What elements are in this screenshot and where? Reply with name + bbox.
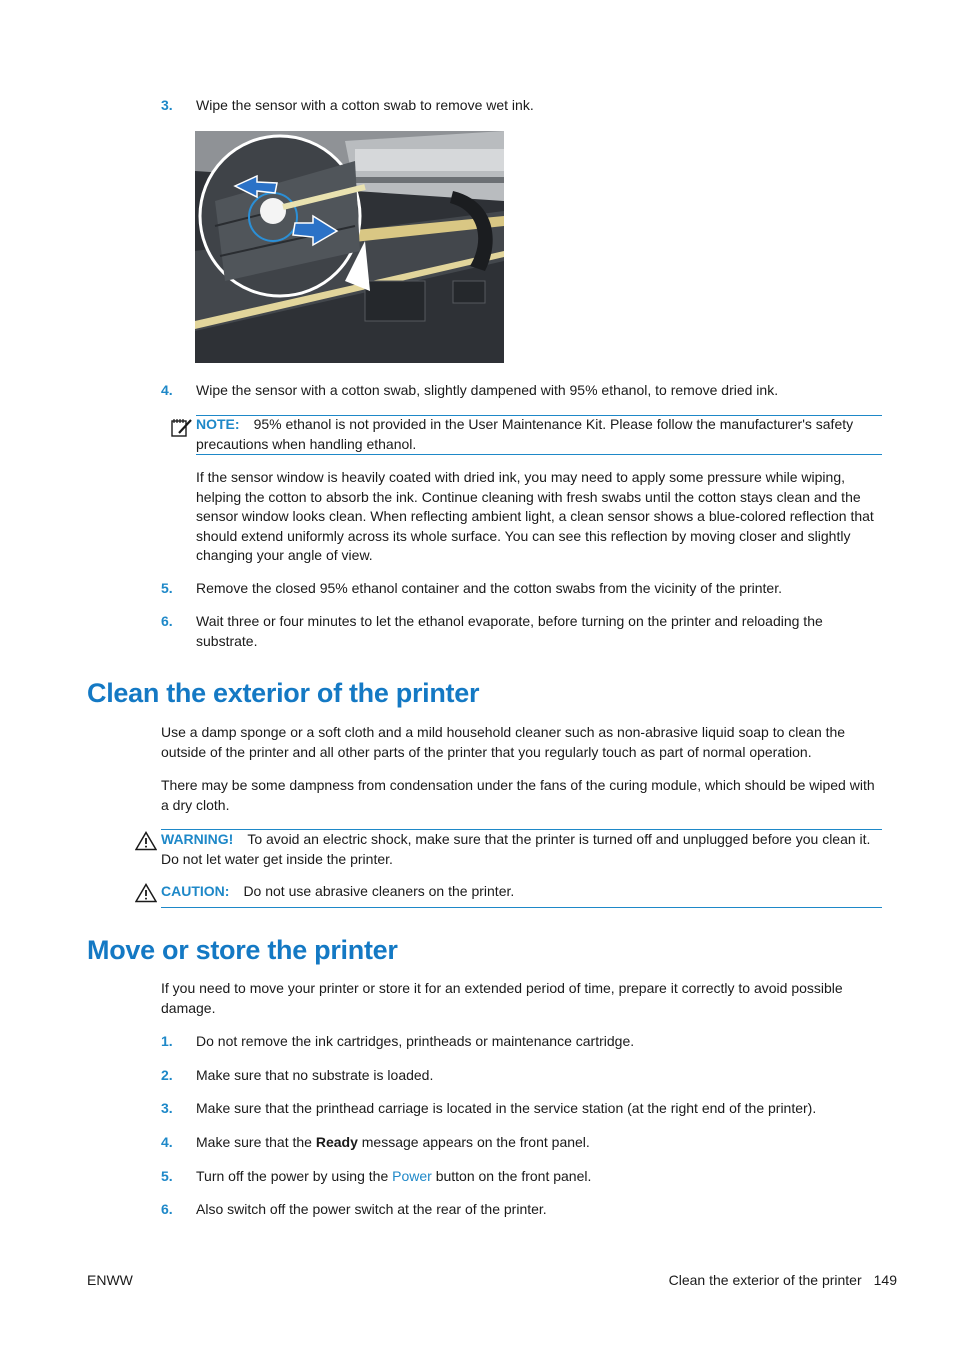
caution-label: CAUTION: bbox=[161, 883, 230, 899]
step-text-pre: Turn off the power by using the bbox=[196, 1168, 393, 1184]
section-title-move-store: Move or store the printer bbox=[87, 935, 398, 965]
step-number: 5. bbox=[161, 580, 173, 596]
footer-right bbox=[669, 1271, 897, 1291]
warning-content bbox=[161, 830, 882, 869]
step-text: Do not remove the ink cartridges, printheads or maintenance cartridge. bbox=[196, 1033, 635, 1049]
step-text-post: message appears on the front panel. bbox=[357, 1134, 590, 1150]
step-text: Wait three or four minutes to let the ethanol evaporate, before turning on the printer and reloading the substrate. bbox=[196, 613, 823, 649]
paragraph: There may be some dampness from condensation under the fans of the curing module, which should be wiped with a dry cloth. bbox=[161, 777, 875, 813]
power-button-link[interactable]: Power bbox=[392, 1168, 432, 1184]
note-content bbox=[196, 415, 882, 454]
step-number: 3. bbox=[161, 1100, 173, 1116]
step-text: Wipe the sensor with a cotton swab, slightly dampened with 95% ethanol, to remove dried ink. bbox=[196, 382, 779, 398]
step-text-post: button on the front panel. bbox=[431, 1168, 592, 1184]
caution-text: Do not use abrasive cleaners on the printer. bbox=[243, 883, 515, 899]
warning-triangle-icon bbox=[135, 831, 157, 857]
warning-label: WARNING! bbox=[161, 831, 234, 847]
step-number: 4. bbox=[161, 382, 173, 398]
note-label: NOTE: bbox=[196, 416, 240, 432]
step-text bbox=[196, 1167, 886, 1187]
step-number: 6. bbox=[161, 1201, 173, 1217]
warning-text: To avoid an electric shock, make sure that the printer is turned off and unplugged before you clean it. Do not let water get inside the printer. bbox=[161, 831, 871, 867]
note-paragraph: If the sensor window is heavily coated with dried ink, you may need to apply some pressure while wiping, helping the cotton to absorb the ink. Continue cleaning with fresh swabs until the cotton stays clean and the sensor window looks clean. When reflecting ambient light, a clean sensor shows a blue-colored reflection that should extend uniformly across its whole surface. You can see this reflection by moving closer and slightly changing your angle of view. bbox=[196, 469, 874, 563]
page-number: 149 bbox=[873, 1272, 897, 1288]
note-text: 95% ethanol is not provided in the User Maintenance Kit. Please follow the manufacturer's safety precautions when handling ethanol. bbox=[196, 416, 854, 452]
footer-left: ENWW bbox=[87, 1272, 133, 1288]
sensor-cleaning-illustration bbox=[195, 131, 504, 363]
ready-message-label: Ready bbox=[315, 1134, 358, 1150]
step-text: Wipe the sensor with a cotton swab to remove wet ink. bbox=[196, 97, 534, 113]
step-number: 3. bbox=[161, 97, 173, 113]
printer-sensor-image bbox=[195, 131, 504, 363]
step-text: Remove the closed 95% ethanol container and the cotton swabs from the vicinity of the printer. bbox=[196, 580, 782, 596]
note-pencil-icon bbox=[170, 416, 194, 444]
step-text bbox=[196, 1133, 886, 1153]
warning-callout bbox=[161, 829, 882, 869]
step-text-pre: Make sure that the bbox=[196, 1134, 316, 1150]
paragraph: If you need to move your printer or store it for an extended period of time, prepare it correctly to avoid possible damage. bbox=[161, 980, 843, 1016]
step-number: 5. bbox=[161, 1168, 173, 1184]
caution-triangle-icon bbox=[135, 883, 157, 909]
step-number: 2. bbox=[161, 1067, 173, 1083]
footer-section-title: Clean the exterior of the printer bbox=[668, 1272, 862, 1288]
paragraph: Use a damp sponge or a soft cloth and a mild household cleaner such as non-abrasive liquid soap to clean the outside of the printer and all other parts of the printer that you regularly touch as part of normal operation. bbox=[161, 724, 846, 760]
step-number: 1. bbox=[161, 1033, 173, 1049]
section-title-clean-exterior: Clean the exterior of the printer bbox=[87, 678, 480, 708]
step-number: 6. bbox=[161, 613, 173, 629]
step-text: Also switch off the power switch at the rear of the printer. bbox=[196, 1201, 547, 1217]
step-text: Make sure that the printhead carriage is located in the service station (at the right end of the printer). bbox=[196, 1100, 817, 1116]
step-number: 4. bbox=[161, 1134, 173, 1150]
caution-callout bbox=[161, 882, 882, 908]
step-text: Make sure that no substrate is loaded. bbox=[196, 1067, 434, 1083]
note-callout bbox=[196, 415, 882, 455]
